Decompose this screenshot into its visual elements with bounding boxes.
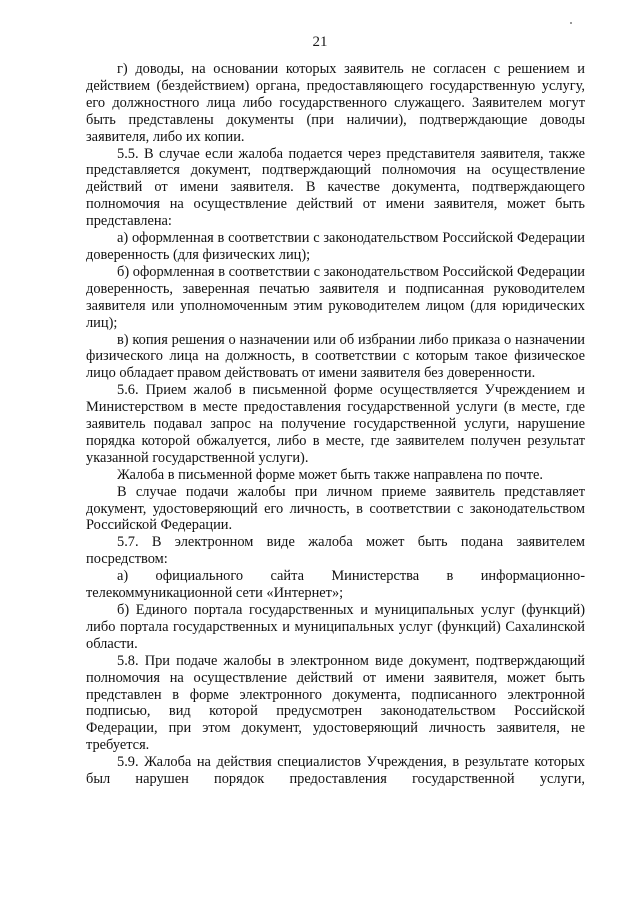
paragraph-5-6: 5.6. Прием жалоб в письменной форме осуществляется Учреждением и Министерством в месте предоставления государственной услуги (в месте, где заявитель подавал запрос на получение государственной услуги, нарушение порядка которой обжалуется, либо в месте, где заявителем получен результат указанной государственной услуги).: [86, 382, 585, 466]
paragraph-item-a-individuals: а) оформленная в соответствии с законодательством Российской Федерации доверенность (для физических лиц);: [86, 230, 585, 263]
scan-speck: [570, 22, 572, 24]
paragraph-5-8: 5.8. При подаче жалобы в электронном виде документ, подтверждающий полномочия на осуществление действий от имени заявителя, может быть представлен в форме электронного документа, подписанного электронной подписью, вид которой предусмотрен законодательством Российской Федерации, при этом документ, удостоверяющий личность заявителя, не требуется.: [86, 652, 585, 754]
paragraph-item-a-website: а) официального сайта Министерства в информационно-телекоммуникационной сети «Интернет»;: [86, 568, 585, 602]
paragraph-by-mail: Жалоба в письменной форме может быть также направлена по почте.: [117, 466, 544, 483]
paragraph-personal-reception: В случае подачи жалобы при личном приеме заявитель представляет документ, удостоверяющий его личность, в соответствии с законодательством Российской Федерации.: [86, 483, 585, 534]
paragraph-item-b-legal-entities: б) оформленная в соответствии с законодательством Российской Федерации доверенность, заверенная печатью заявителя и подписанная руководителем заявителя или уполномоченным этим руководителем лицом (для юридических лиц);: [86, 263, 585, 331]
paragraph-5-7: 5.7. В электронном виде жалоба может быть подана заявителем посредством:: [86, 534, 585, 568]
page-number: 21: [312, 34, 328, 50]
paragraph-item-g: г) доводы, на основании которых заявитель не согласен с решением и действием (бездействием) органа, предоставляющего государственную услугу, его должностного лица либо государственного служащего. Заявителем могут быть представлены документы (при наличии), подтверждающие доводы заявителя, либо их копии.: [86, 61, 585, 145]
paragraph-item-v-appointment: в) копия решения о назначении или об избрании либо приказа о назначении физического лица на должность, в соответствии с которым такое физическое лицо обладает правом действовать от имени заявителя без доверенности.: [86, 331, 585, 382]
document-body: [86, 61, 585, 788]
paragraph-5-5: 5.5. В случае если жалоба подается через представителя заявителя, также представляется документ, подтверждающий полномочия на осуществление действий от имени заявителя. В качестве документа, подтверждающего полномочия на осуществление действий от имени заявителя, может быть представлена:: [86, 145, 585, 230]
paragraph-item-b-portal: б) Единого портала государственных и муниципальных услуг (функций) либо портала государственных и муниципальных услуг (функций) Сахалинской области.: [86, 602, 585, 652]
paragraph-5-9: 5.9. Жалоба на действия специалистов Учреждения, в результате которых был нарушен порядок предоставления государственной услуги,: [86, 754, 585, 788]
